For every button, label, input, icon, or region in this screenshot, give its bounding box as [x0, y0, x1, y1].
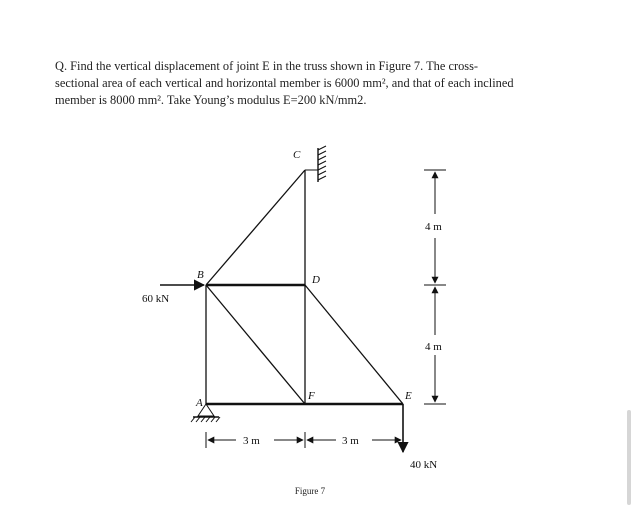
scrollbar[interactable] — [627, 410, 631, 505]
node-label-c: C — [293, 149, 301, 161]
node-label-a: A — [196, 397, 203, 409]
figure-caption: Figure 7 — [294, 486, 326, 496]
height-upper-label: 4 m — [425, 221, 442, 233]
span-left-label: 3 m — [243, 435, 260, 447]
height-lower-label: 4 m — [425, 341, 442, 353]
span-right-label: 3 m — [342, 435, 359, 447]
member-bf — [206, 285, 305, 404]
truss-members — [206, 170, 403, 404]
vertical-dimension — [424, 170, 446, 404]
node-label-e: E — [405, 390, 412, 402]
node-label-d: D — [312, 274, 320, 286]
node-label-b: B — [197, 269, 204, 281]
question-line-3: member is 8000 mm². Take Young’s modulus E=200 kN/mm2. — [55, 93, 367, 107]
question-line-1: Q. Find the vertical displacement of joint E in the truss shown in Figure 7. The cross- — [55, 59, 479, 73]
horizontal-dimension — [206, 432, 403, 448]
vertical-load-label: 40 kN — [410, 459, 438, 471]
horizontal-load-label: 60 kN — [142, 293, 170, 305]
node-label-f: F — [308, 390, 315, 402]
question-line-2: sectional area of each vertical and horizontal member is 6000 mm², and that of each inclined — [55, 76, 514, 90]
wall-support-c — [305, 146, 326, 182]
member-bc — [206, 170, 305, 285]
member-de — [305, 285, 403, 404]
